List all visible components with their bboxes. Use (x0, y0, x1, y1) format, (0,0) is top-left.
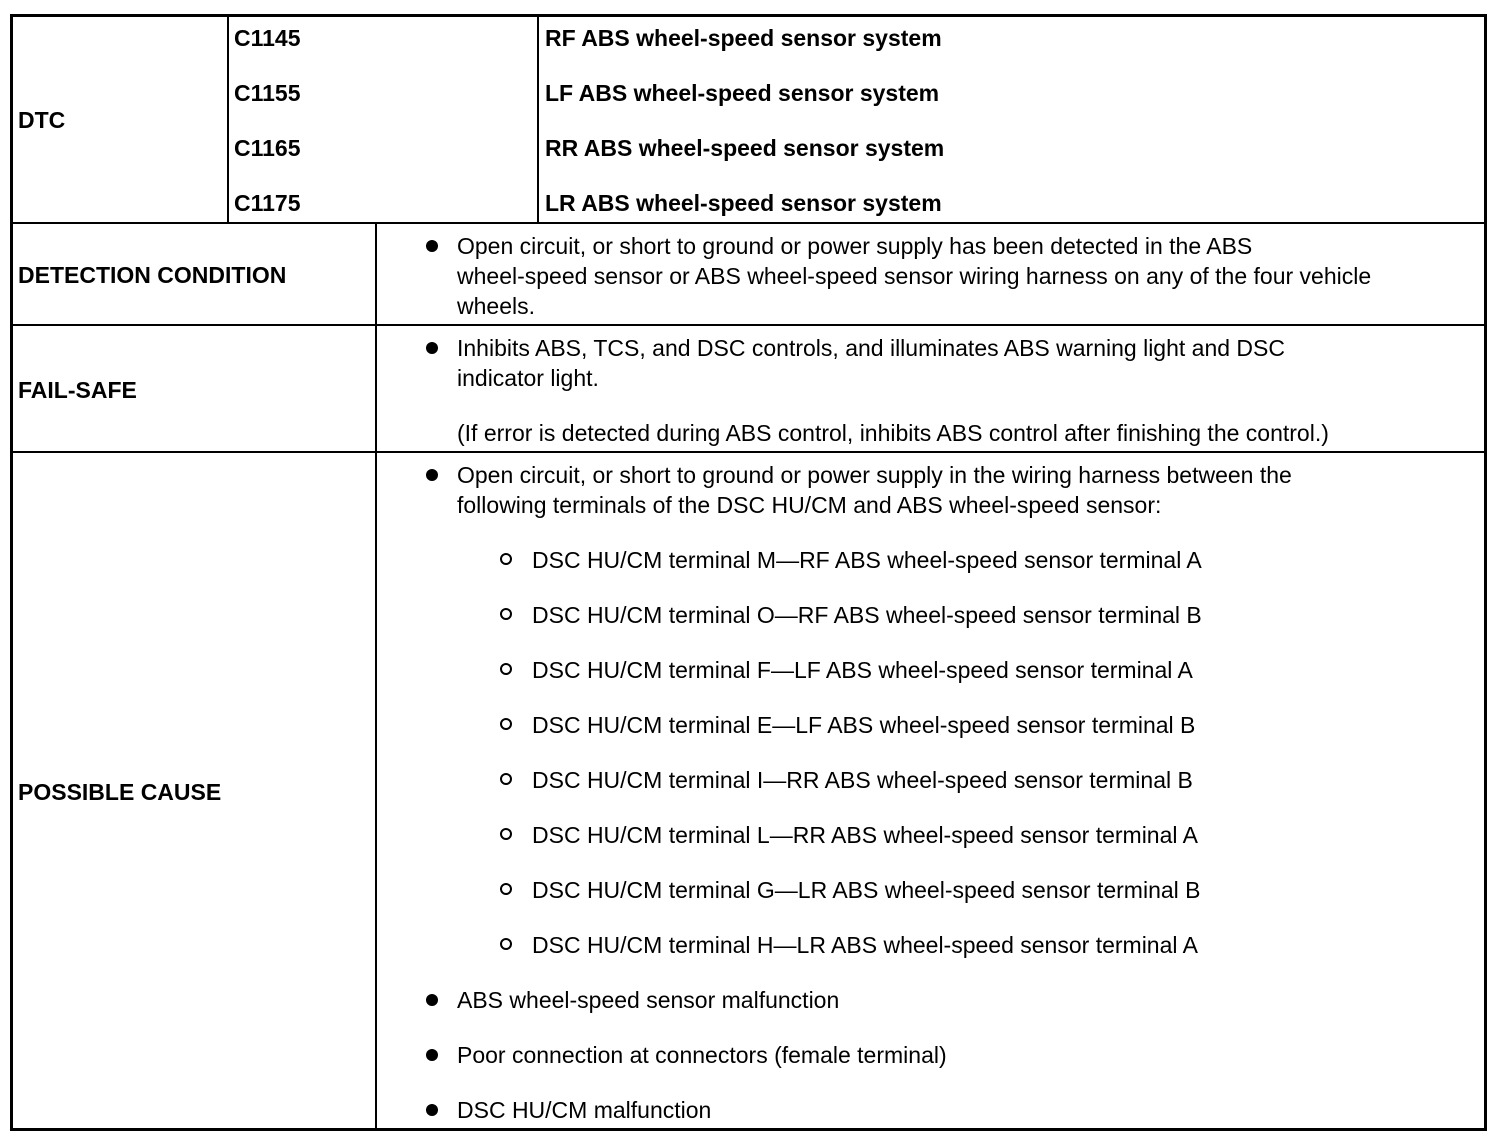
bullet-icon (426, 240, 438, 252)
row-divider (10, 324, 1487, 326)
dtc-code: C1145 (234, 25, 301, 51)
dtc-code: C1155 (234, 80, 301, 106)
detection-condition-text: wheels. (457, 293, 535, 319)
bullet-icon (426, 1104, 438, 1116)
open-circle-bullet-icon (500, 553, 512, 565)
row-divider (10, 451, 1487, 453)
dtc-description: RR ABS wheel-speed sensor system (545, 135, 945, 161)
dtc-label: DTC (18, 107, 66, 133)
dtc-code: C1165 (234, 135, 301, 161)
terminal-item: DSC HU/CM terminal O—RF ABS wheel-speed sensor terminal B (532, 602, 1202, 628)
dtc-description: LR ABS wheel-speed sensor system (545, 190, 942, 216)
possible-cause-intro: Open circuit, or short to ground or power supply in the wiring harness between the (457, 462, 1292, 488)
dtc-code: C1175 (234, 190, 301, 216)
cause-item: ABS wheel-speed sensor malfunction (457, 987, 840, 1013)
open-circle-bullet-icon (500, 608, 512, 620)
terminal-item: DSC HU/CM terminal L—RR ABS wheel-speed sensor terminal A (532, 822, 1198, 848)
open-circle-bullet-icon (500, 828, 512, 840)
terminal-item: DSC HU/CM terminal E—LF ABS wheel-speed sensor terminal B (532, 712, 1196, 738)
detection-condition-text: wheel-speed sensor or ABS wheel-speed sensor wiring harness on any of the four vehicle (457, 263, 1372, 289)
detection-condition-text: Open circuit, or short to ground or power supply has been detected in the ABS (457, 233, 1253, 259)
terminal-item: DSC HU/CM terminal M—RF ABS wheel-speed sensor terminal A (532, 547, 1202, 573)
bullet-icon (426, 342, 438, 354)
possible-cause-label: POSSIBLE CAUSE (18, 779, 222, 805)
terminal-item: DSC HU/CM terminal I—RR ABS wheel-speed sensor terminal B (532, 767, 1193, 793)
fail-safe-label: FAIL-SAFE (18, 377, 137, 403)
cause-item: Poor connection at connectors (female terminal) (457, 1042, 947, 1068)
column-divider (227, 14, 229, 223)
column-divider (537, 14, 539, 223)
fail-safe-note: (If error is detected during ABS control, inhibits ABS control after finishing the control.) (457, 420, 1329, 446)
open-circle-bullet-icon (500, 718, 512, 730)
terminal-item: DSC HU/CM terminal F—LF ABS wheel-speed sensor terminal A (532, 657, 1193, 683)
open-circle-bullet-icon (500, 773, 512, 785)
fail-safe-text: indicator light. (457, 365, 599, 391)
column-divider (375, 223, 377, 1128)
open-circle-bullet-icon (500, 883, 512, 895)
bullet-icon (426, 994, 438, 1006)
dtc-description: LF ABS wheel-speed sensor system (545, 80, 940, 106)
row-divider (10, 222, 1487, 224)
detection-condition-label: DETECTION CONDITION (18, 262, 287, 288)
open-circle-bullet-icon (500, 663, 512, 675)
cause-item: DSC HU/CM malfunction (457, 1097, 712, 1123)
dtc-description: RF ABS wheel-speed sensor system (545, 25, 942, 51)
open-circle-bullet-icon (500, 938, 512, 950)
bullet-icon (426, 469, 438, 481)
possible-cause-intro: following terminals of the DSC HU/CM and ABS wheel-speed sensor: (457, 492, 1162, 518)
fail-safe-text: Inhibits ABS, TCS, and DSC controls, and illuminates ABS warning light and DSC (457, 335, 1285, 361)
terminal-item: DSC HU/CM terminal G—LR ABS wheel-speed sensor terminal B (532, 877, 1201, 903)
terminal-item: DSC HU/CM terminal H—LR ABS wheel-speed sensor terminal A (532, 932, 1198, 958)
bullet-icon (426, 1049, 438, 1061)
